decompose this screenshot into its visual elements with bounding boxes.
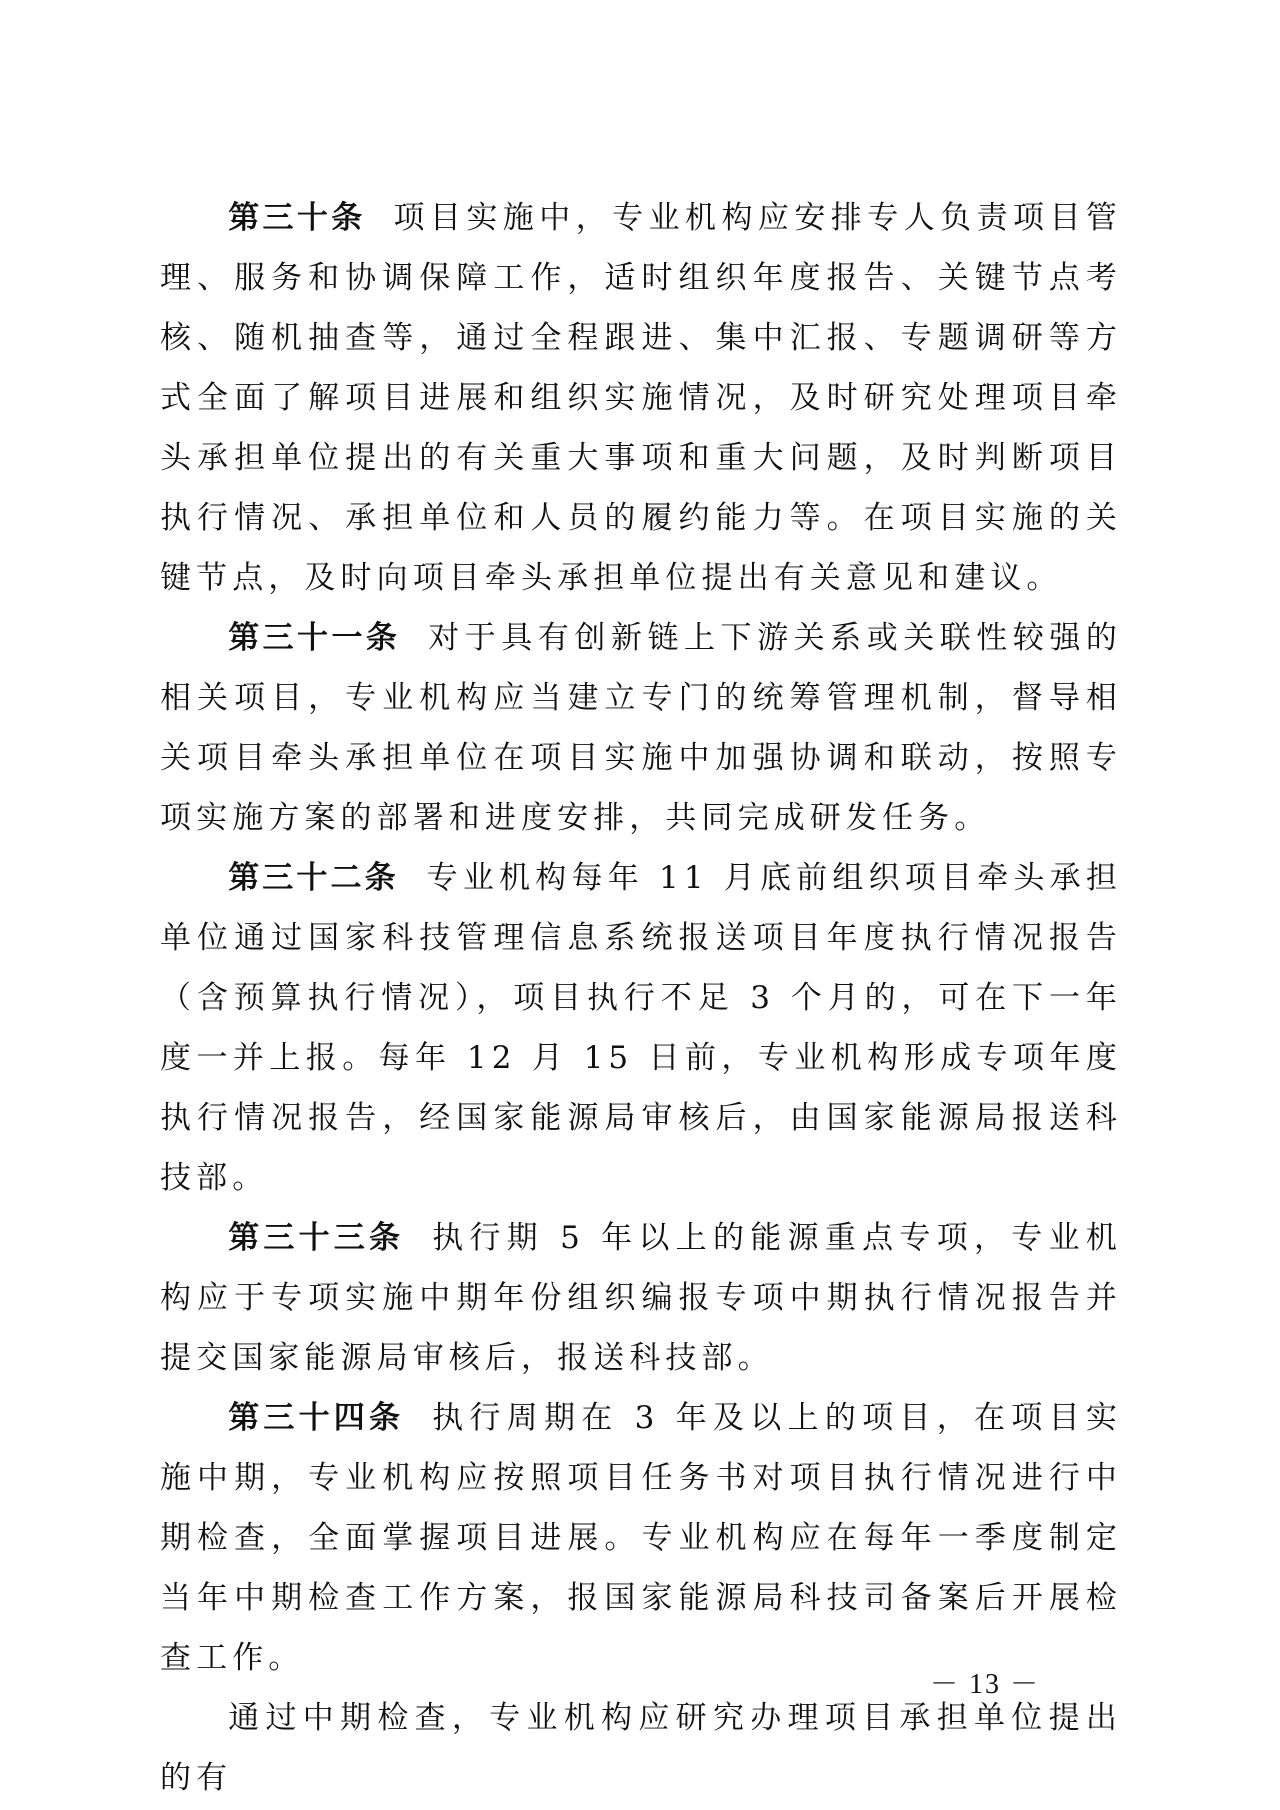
article-33-title: 第三十三条 — [228, 1220, 405, 1256]
article-30-paragraph — [160, 188, 1122, 608]
article-30-title: 第三十条 — [228, 200, 366, 236]
article-34-title: 第三十四条 — [228, 1400, 405, 1436]
article-34-text: 执行周期在 3 年及以上的项目，在项目实施中期，专业机构应按照项目任务书对项目执行情况进行中期检查，全面掌握项目进展。专业机构应在每年一季度制定当年中期检查工作方案，报国家能源局科技司备案后开展检查工作。 — [160, 1400, 1123, 1676]
article-33-text: 执行期 5 年以上的能源重点专项，专业机构应于专项实施中期年份组织编报专项中期执行情况报告并提交国家能源局审核后，报送科技部。 — [160, 1220, 1123, 1376]
article-30-text: 项目实施中，专业机构应安排专人负责项目管理、服务和协调保障工作，适时组织年度报告、关键节点考核、随机抽查等，通过全程跟进、集中汇报、专题调研等方式全面了解项目进展和组织实施情况，及时研究处理项目牵头承担单位提出的有关重大事项和重大问题，及时判断项目执行情况、承担单位和人员的履约能力等。在项目实施的关键节点，及时向项目牵头承担单位提出有关意见和建议。 — [160, 200, 1123, 596]
article-34-paragraph — [160, 1388, 1122, 1688]
article-31-paragraph — [160, 608, 1122, 848]
article-32-text: 专业机构每年 11 月底前组织项目牵头承担单位通过国家科技管理信息系统报送项目年度执行情况报告（含预算执行情况），项目执行不足 3 个月的，可在下一年度一并上报。每年 12 月 15 日前，专业机构形成专项年度执行情况报告，经国家能源局审核后，由国家能源局报送科技部。 — [160, 860, 1122, 1196]
article-33-paragraph — [160, 1208, 1122, 1388]
article-32-paragraph — [160, 848, 1122, 1208]
page-number-footer — [0, 1662, 1280, 1702]
document-body — [160, 188, 1122, 1808]
continuation-text: 通过中期检查，专业机构应研究办理项目承担单位提出的有 — [160, 1700, 1122, 1796]
article-32-title: 第三十二条 — [228, 860, 399, 896]
article-31-title: 第三十一条 — [228, 620, 401, 656]
page-number: － 13 － — [929, 1669, 1040, 1700]
continuation-paragraph — [160, 1688, 1122, 1808]
article-31-text: 对于具有创新链上下游关系或关联性较强的相关项目，专业机构应当建立专门的统筹管理机制，督导相关项目牵头承担单位在项目实施中加强协调和联动，按照专项实施方案的部署和进度安排，共同完成研发任务。 — [160, 620, 1123, 836]
